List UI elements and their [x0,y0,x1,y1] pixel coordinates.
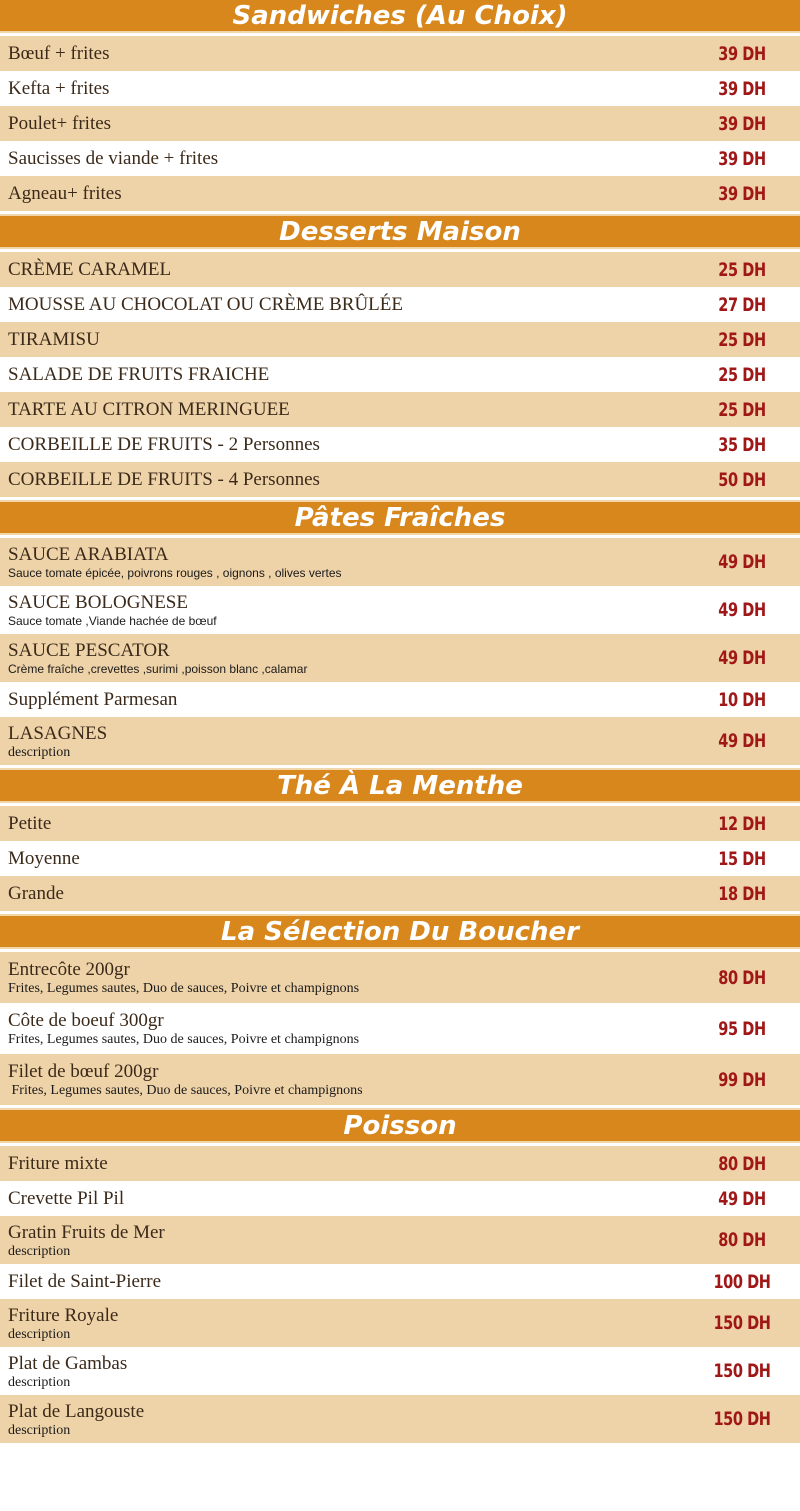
item-name: CORBEILLE DE FRUITS - 4 Personnes [8,468,320,490]
menu-item [0,717,800,765]
item-name: Crevette Pil Pil [8,1187,125,1209]
item-price: 80 DH [718,1229,766,1251]
menu-item [0,1181,800,1216]
menu-item [0,841,800,876]
item-name: Entrecôte 200gr [8,959,130,980]
item-name: TIRAMISU [8,328,100,350]
item-name: LASAGNES [8,722,108,744]
item-name: Plat de Gambas [8,1352,128,1374]
item-price: 80 DH [718,966,766,989]
item-price: 15 DH [718,847,766,870]
menu-item [0,538,800,586]
menu-item [0,252,800,287]
item-price: 12 DH [718,812,766,835]
item-price: 39 DH [718,112,766,135]
item-name: Gratin Fruits de Mer [8,1221,165,1243]
item-description: description [8,1374,71,1390]
menu-item [0,1347,800,1395]
item-name: Petite [8,812,52,834]
item-price: 49 DH [718,551,766,573]
item-description: Crème fraîche ,crevettes ,surimi ,poisson blanc ,calamar [8,661,308,676]
menu-item [0,106,800,141]
menu-item [0,1216,800,1264]
item-price: 100 DH [713,1270,771,1293]
item-name: TARTE AU CITRON MERINGUEE [8,398,290,420]
item-name: Supplément Parmesan [8,688,178,710]
item-price: 25 DH [718,398,766,421]
menu-item [0,322,800,357]
item-price: 150 DH [713,1360,771,1382]
item-name: Friture mixte [8,1152,108,1174]
item-price: 25 DH [718,258,766,281]
section-header-sandwiches: Sandwiches (Au Choix) [0,0,800,33]
menu-item [0,392,800,427]
item-price: 39 DH [718,182,766,205]
item-price: 99 DH [718,1068,766,1091]
item-price: 50 DH [718,468,766,491]
item-price: 10 DH [718,688,766,711]
item-description: Frites, Legumes sautes, Duo de sauces, Poivre et champignons [8,1032,360,1047]
section-header-boucher: La Sélection Du Boucher [0,914,800,949]
menu-item [0,427,800,462]
item-price: 25 DH [718,328,766,351]
item-price: 49 DH [718,1187,766,1210]
menu-item [0,71,800,106]
item-description: description [8,1422,71,1438]
item-name: CRÈME CARAMEL [8,258,172,280]
item-price: 49 DH [718,730,766,752]
item-price: 80 DH [718,1152,766,1175]
item-price: 25 DH [718,363,766,386]
menu-item [0,806,800,841]
item-name: Grande [8,882,64,904]
menu-item [0,357,800,392]
section-header-poisson: Poisson [0,1108,800,1143]
item-price: 39 DH [718,147,766,170]
menu-item [0,1264,800,1299]
item-price: 35 DH [718,433,766,456]
item-name: Bœuf + frites [8,42,110,64]
item-name: Plat de Langouste [8,1400,145,1422]
item-price: 95 DH [718,1017,766,1040]
menu-item [0,1003,800,1054]
item-description: description [8,1326,71,1342]
section-header-pates: Pâtes Fraîches [0,500,800,535]
item-name: Saucisses de viande + frites [8,147,219,169]
menu-item [0,586,800,634]
item-description: Frites, Legumes sautes, Duo de sauces, Poivre et champignons [8,1083,363,1098]
item-price: 27 DH [718,293,766,316]
section-header-desserts: Desserts Maison [0,214,800,249]
item-name: Friture Royale [8,1304,119,1326]
menu-item [0,634,800,682]
item-name: SAUCE ARABIATA [8,543,169,565]
item-price: 49 DH [718,647,766,669]
section-header-the: Thé À La Menthe [0,768,800,803]
item-description: Sauce tomate ,Viande hachée de bœuf [8,613,217,628]
item-name: Filet de Saint-Pierre [8,1270,162,1292]
item-name: SAUCE BOLOGNESE [8,591,188,613]
menu-item [0,1054,800,1105]
item-price: 150 DH [713,1408,771,1430]
item-name: SALADE DE FRUITS FRAICHE [8,363,270,385]
menu-item [0,1395,800,1443]
item-name: SAUCE PESCATOR [8,639,170,661]
item-price: 49 DH [718,599,766,621]
item-name: Moyenne [8,847,80,869]
menu-item [0,176,800,211]
menu-item [0,682,800,717]
menu-item [0,462,800,497]
menu-item [0,876,800,911]
item-description: description [8,1243,71,1259]
menu-item [0,36,800,71]
item-name: MOUSSE AU CHOCOLAT OU CRÈME BRÛLÉE [8,293,403,315]
item-price: 39 DH [718,77,766,100]
item-description: Frites, Legumes sautes, Duo de sauces, Poivre et champignons [8,981,360,996]
menu-item [0,141,800,176]
item-price: 150 DH [713,1312,771,1334]
item-description: description [8,744,71,760]
item-price: 18 DH [718,882,766,905]
item-name: Kefta + frites [8,77,110,99]
item-name: Agneau+ frites [8,182,122,204]
menu-item [0,1299,800,1347]
menu-item [0,1146,800,1181]
item-name: Filet de bœuf 200gr [8,1061,159,1082]
menu-item [0,952,800,1003]
item-name: Poulet+ frites [8,112,112,134]
item-price: 39 DH [718,42,766,65]
menu-item [0,287,800,322]
item-name: CORBEILLE DE FRUITS - 2 Personnes [8,433,320,455]
item-name: Côte de boeuf 300gr [8,1010,164,1031]
item-description: Sauce tomate épicée, poivrons rouges , oignons , olives vertes [8,565,342,580]
